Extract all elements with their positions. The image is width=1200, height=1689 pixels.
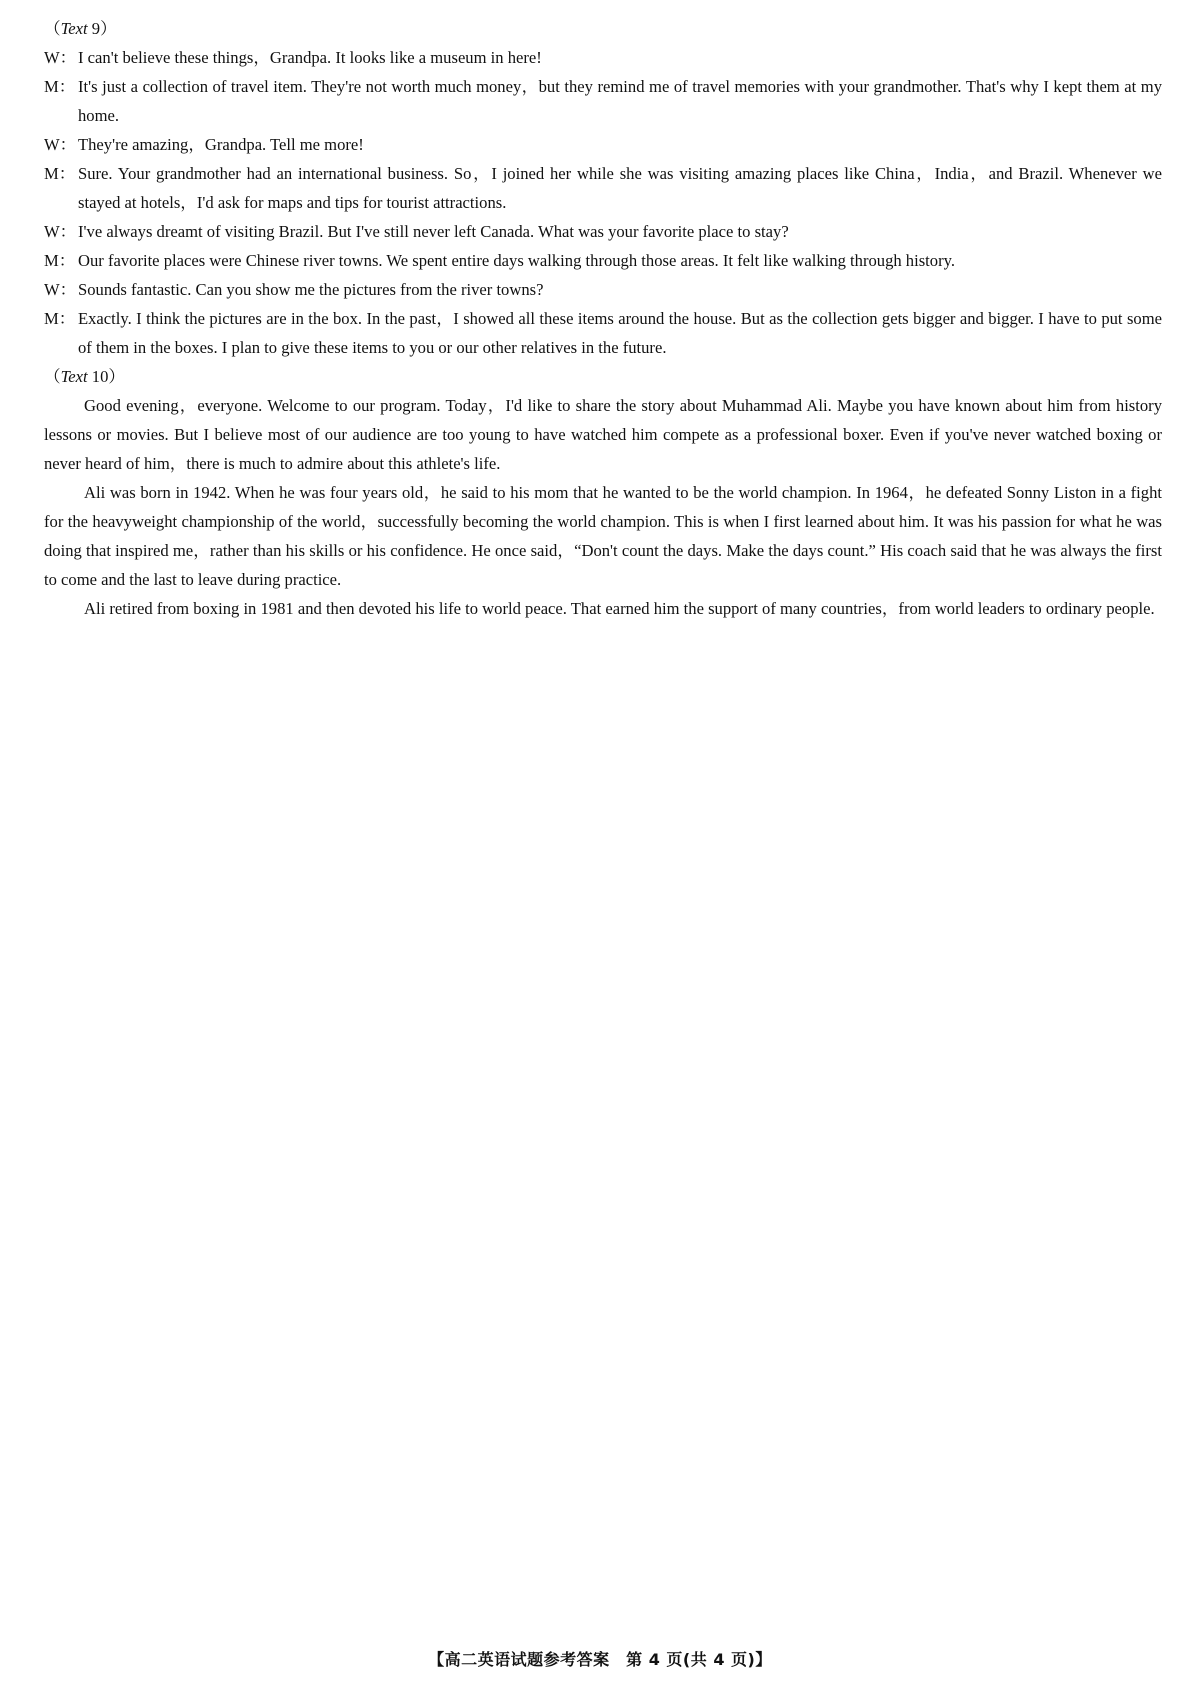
speaker-label: M： [44, 164, 76, 183]
utterance: It's just a collection of travel item. They're not worth much money，but they remind me of travel memories with your grandmother. That's why I kept them at my home. [78, 77, 1162, 125]
speaker-label: M： [44, 251, 76, 270]
speaker-label: W： [44, 280, 77, 299]
text-9-heading-label: Text [60, 19, 88, 38]
text-9-heading-number: 9） [87, 19, 117, 38]
utterance: Sounds fantastic. Can you show me the pictures from the river towns? [78, 280, 544, 299]
text-10-heading-open: （ [44, 367, 61, 386]
speaker-label: W： [44, 135, 77, 154]
utterance: Sure. Your grandmother had an international business. So，I joined her while she was visiting amazing places like China，India，and Brazil. Whenever we stayed at hotels，I'd ask for maps and tips for tourist attractions. [78, 164, 1162, 212]
document-body [44, 14, 1162, 623]
utterance: Our favorite places were Chinese river towns. We spent entire days walking through those areas. It felt like walking through history. [78, 251, 955, 270]
page-footer: 【高二英语试题参考答案 第 4 页(共 4 页)】 [428, 1650, 772, 1669]
utterance: I can't believe these things，Grandpa. It looks like a museum in here! [78, 48, 542, 67]
dialogue-line [44, 217, 1162, 246]
utterance: Exactly. I think the pictures are in the box. In the past，I showed all these items around the house. But as the collection gets bigger and bigger. I have to put some of them in the boxes. I plan to give these items to you or our other relatives in the future. [78, 309, 1162, 357]
dialogue-line [44, 275, 1162, 304]
text-9-heading-open: （ [44, 19, 61, 38]
monologue-paragraph: Good evening，everyone. Welcome to our program. Today，I'd like to share the story about Muhammad Ali. Maybe you have known about him from history lessons or movies. But I believe most of our audience are too young to have watched him compete as a professional boxer. Even if you've never watched boxing or never heard of him，there is much to admire about this athlete's life. [44, 396, 1162, 473]
dialogue-line [44, 130, 1162, 159]
dialogue-line [44, 43, 1162, 72]
monologue-paragraph: Ali retired from boxing in 1981 and then devoted his life to world peace. That earned him the support of many countries，from world leaders to ordinary people. [84, 599, 1155, 618]
speaker-label: M： [44, 77, 76, 96]
text-10-heading-number: 10） [87, 367, 125, 386]
text-10-heading-label: Text [60, 367, 88, 386]
speaker-label: M： [44, 309, 76, 328]
text-9-heading [44, 14, 1162, 43]
utterance: They're amazing，Grandpa. Tell me more! [78, 135, 364, 154]
dialogue-line [44, 304, 1162, 362]
speaker-label: W： [44, 222, 77, 241]
speaker-label: W： [44, 48, 77, 67]
text-10-heading [44, 362, 1162, 391]
dialogue-line [44, 159, 1162, 217]
dialogue-line [44, 72, 1162, 130]
dialogue-line [44, 246, 1162, 275]
utterance: I've always dreamt of visiting Brazil. But I've still never left Canada. What was your favorite place to stay? [78, 222, 789, 241]
monologue-paragraph: Ali was born in 1942. When he was four years old，he said to his mom that he wanted to be the world champion. In 1964，he defeated Sonny Liston in a fight for the heavyweight championship of the world，successfully becoming the world champion. This is when I first learned about him. It was his passion for what he was doing that inspired me，rather than his skills or his confidence. He once said，“Don't count the days. Make the days count.” His coach said that he was always the first to come and the last to leave during practice. [44, 483, 1162, 589]
